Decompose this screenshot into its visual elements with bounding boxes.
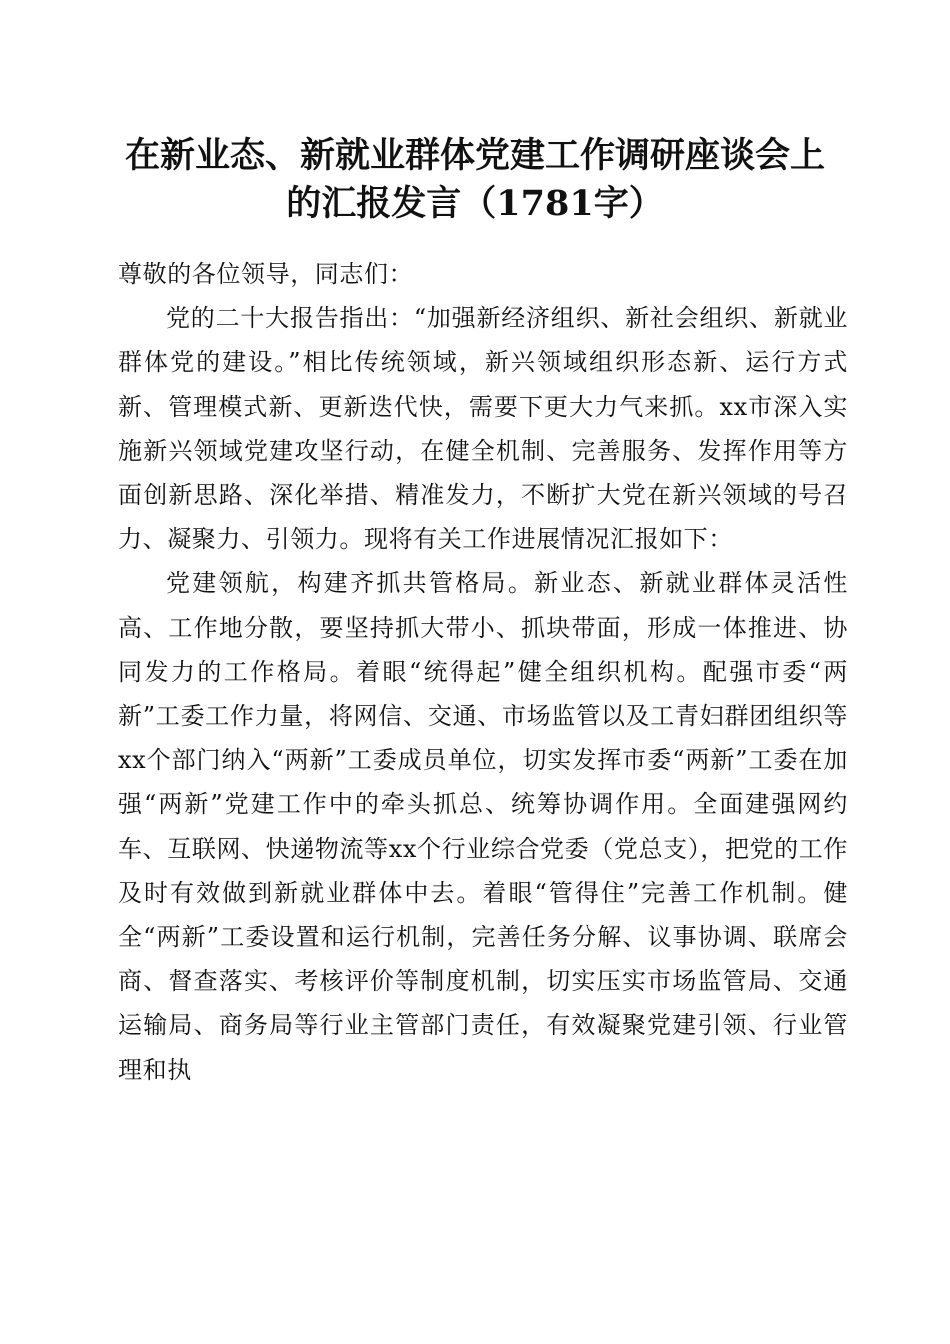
document-body bbox=[118, 252, 848, 1092]
paragraph-intro: 党的二十大报告指出：“加强新经济组织、新社会组织、新就业群体党的建设。”相比传统领域，新兴领域组织形态新、运行方式新、管理模式新、更新迭代快，需要下更大力气来抓。xx市深入实施新兴领域党建攻坚行动，在健全机制、完善服务、发挥作用等方面创新思路、深化举措、精准发力，不断扩大党在新兴领域的号召力、凝聚力、引领力。现将有关工作进展情况汇报如下： bbox=[118, 304, 848, 554]
paragraph-party-leadership: 党建领航，构建齐抓共管格局。新业态、新就业群体灵活性高、工作地分散，要坚持抓大带小、抓块带面，形成一体推进、协同发力的工作格局。着眼“统得起”健全组织机构。配强市委“两新”工委工作力量，将网信、交通、市场监管以及工青妇群团组织等xx个部门纳入“两新”工委成员单位，切实发挥市委“两新”工委在加强“两新”党建工作中的牵头抓总、统筹协调作用。全面建强网约车、互联网、快递物流等xx个行业综合党委（党总支），把党的工作及时有效做到新就业群体中去。着眼“管得住”完善工作机制。健全“两新”工委设置和运行机制，完善任务分解、议事协调、联席会商、督查落实、考核评价等制度机制，切实压实市场监管局、交通运输局、商务局等行业主管部门责任，有效凝聚党建引领、行业管理和执 bbox=[118, 569, 848, 1084]
title-line-2: 的汇报发言（1781字） bbox=[286, 183, 664, 224]
salutation: 尊敬的各位领导，同志们： bbox=[118, 260, 414, 288]
title-line-1: 在新业态、新就业群体党建工作调研座谈会上 bbox=[124, 135, 825, 176]
document-title bbox=[110, 132, 840, 228]
